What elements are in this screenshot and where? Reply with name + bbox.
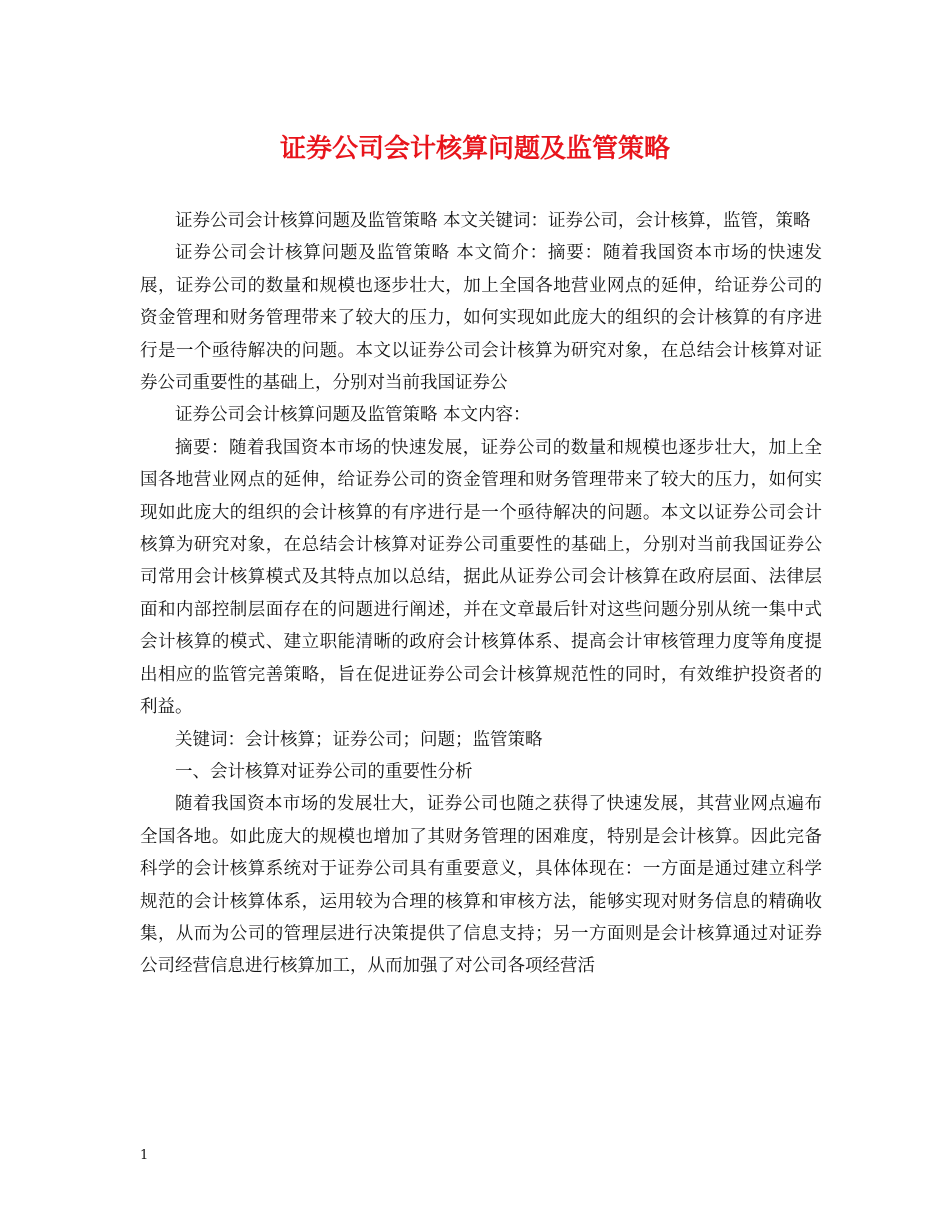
section-heading-1: 一、会计核算对证券公司的重要性分析	[175, 761, 473, 782]
paragraph-section-1: 随着我国资本市场的发展壮大，证券公司也随之获得了快速发展，其营业网点遍布全国各地。如此庞大的规模也增加了其财务管理的困难度，特别是会计核算。因此完备科学的会计核算系统对于证券公司具有重要意义，具体体现在：一方面是通过建立科学规范的会计核算体系，运用较为合理的核算和审核方法，能够实现对财务信息的精确收集，从而为公司的管理层进行决策提供了信息支持；另一方面则是会计核算通过对证券公司经营信息进行核算加工，从而加强了对公司各项经营活	[140, 794, 822, 977]
page-number: 1	[140, 1148, 149, 1163]
document-body	[140, 205, 822, 983]
paragraph-abstract: 摘要：随着我国资本市场的快速发展，证券公司的数量和规模也逐步壮大，加上全国各地营业网点的延伸，给证券公司的资金管理和财务管理带来了较大的压力，如何实现如此庞大的组织的会计核算的有序进行是一个亟待解决的问题。本文以证券公司会计核算为研究对象，在总结会计核算对证券公司重要性的基础上，分别对当前我国证券公司常用会计核算模式及其特点加以总结，据此从证券公司会计核算在政府层面、法律层面和内部控制层面存在的问题进行阐述，并在文章最后针对这些问题分别从统一集中式会计核算的模式、建立职能清晰的政府会计核算体系、提高会计审核管理力度等角度提出相应的监管完善策略，旨在促进证券公司会计核算规范性的同时，有效维护投资者的利益。	[140, 437, 822, 718]
paragraph-keywords-intro: 证券公司会计核算问题及监管策略 本文关键词：证券公司，会计核算，监管，策略	[175, 211, 811, 231]
paragraph-keywords: 关键词：会计核算；证券公司；问题；监管策略	[175, 729, 543, 750]
paragraph-content-intro: 证券公司会计核算问题及监管策略 本文内容：	[175, 405, 531, 426]
paragraph-summary-intro: 证券公司会计核算问题及监管策略 本文简介：摘要：随着我国资本市场的快速发展，证券公司的数量和规模也逐步壮大，加上全国各地营业网点的延伸，给证券公司的资金管理和财务管理带来了较大的压力，如何实现如此庞大的组织的会计核算的有序进行是一个亟待解决的问题。本文以证券公司会计核算为研究对象，在总结会计核算对证券公司重要性的基础上，分别对当前我国证券公	[140, 243, 822, 394]
document-title: 证券公司会计核算问题及监管策略	[279, 134, 670, 164]
